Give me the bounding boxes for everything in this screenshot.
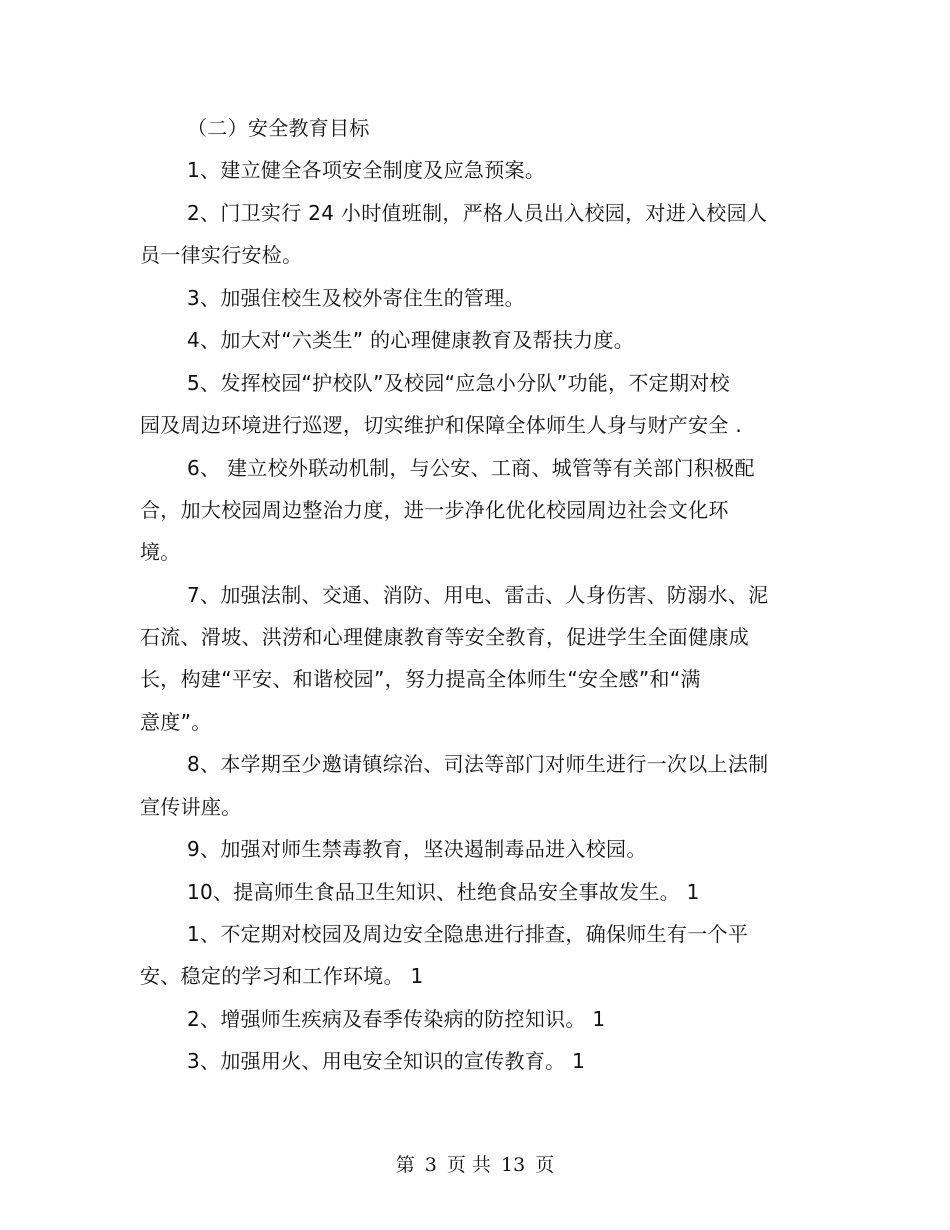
text-line: 园及周边环境进行巡逻，切实维护和保障全体师生人身与财产安全 . [140, 413, 743, 437]
text-line: 1、不定期对校园及周边安全隐患进行排查，确保师生有一个平 [187, 922, 749, 946]
text-line: 4、加大对“六类生” 的心理健康教育及帮扶力度。 [187, 328, 635, 352]
text-line: 合，加大校园周边整治力度，进一步净化优化校园周边社会文化环 [140, 498, 729, 522]
text-line: 6、 建立校外联动机制，与公安、工商、城管等有关部门积极配 [187, 456, 755, 480]
text-line: 长，构建“平安、和谐校园”，努力提高全体师生“安全感”和“满 [140, 667, 701, 691]
text-line: 8、本学期至少邀请镇综治、司法等部门对师生进行一次以上法制 [187, 752, 769, 776]
text-line: 1、建立健全各项安全制度及应急预案。 [187, 158, 546, 182]
text-line: 石流、滑坡、洪涝和心理健康教育等安全教育，促进学生全面健康成 [140, 625, 749, 649]
text-line: 3、加强住校生及校外寄住生的管理。 [187, 286, 525, 310]
text-line: 3、加强用火、用电安全知识的宣传教育。 1 [187, 1049, 586, 1073]
text-line: 9、加强对师生禁毒教育，坚决遏制毒品进入校园。 [187, 837, 647, 861]
text-line: 意度”。 [140, 710, 212, 734]
text-line: 7、加强法制、交通、消防、用电、雷击、人身伤害、防溺水、泥 [187, 583, 769, 607]
page-label-post: 页 [535, 1154, 555, 1176]
page-current: 3 [424, 1154, 437, 1176]
text-line: 员一律实行安检。 [140, 243, 303, 267]
page-label-mid: 页 共 [446, 1154, 491, 1176]
text-line: 5、发挥校园“护校队”及校园“应急小分队”功能，不定期对校 [187, 371, 730, 395]
text-line: 2、门卫实行 24 小时值班制，严格人员出入校园，对进入校园人 [187, 201, 768, 225]
text-line: 安、稳定的学习和工作环境。 1 [140, 964, 424, 988]
page-label-pre: 第 [395, 1154, 415, 1176]
text-line: 境。 [140, 540, 181, 564]
text-line: 10、提高师生食品卫生知识、杜绝食品安全事故发生。 1 [187, 880, 700, 904]
page-footer [0, 1153, 950, 1177]
section-heading: （二）安全教育目标 [187, 116, 370, 140]
text-line: 2、增强师生疾病及春季传染病的防控知识。 1 [187, 1007, 606, 1031]
text-line: 宣传讲座。 [140, 795, 242, 819]
page-total: 13 [501, 1154, 526, 1176]
